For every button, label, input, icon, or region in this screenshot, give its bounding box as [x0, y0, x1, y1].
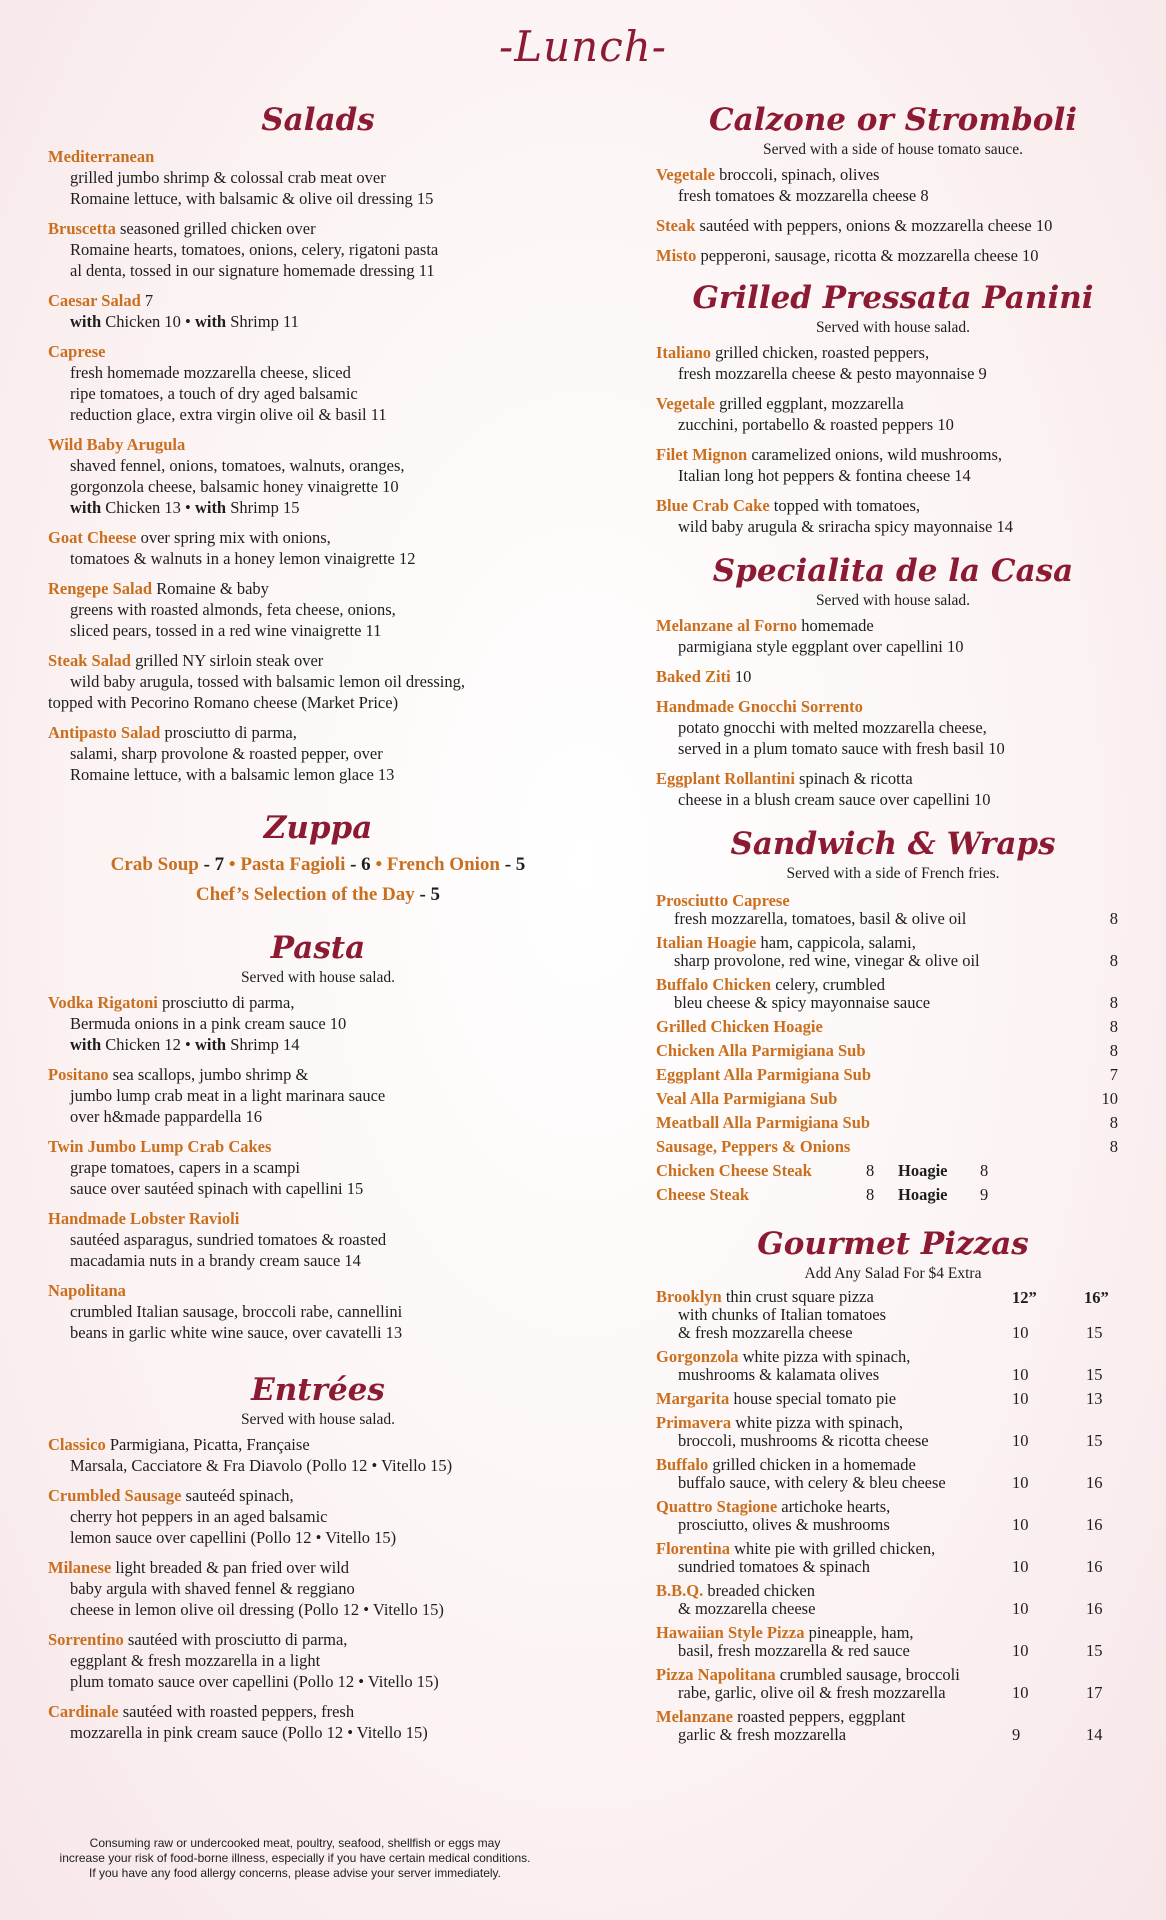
sandwich-price: 8	[1109, 951, 1118, 970]
steak-name: Cheese Steak	[656, 1185, 750, 1204]
item-inline-desc: light breaded & pan fried over wild	[111, 1558, 350, 1577]
zuppa-line-2	[48, 880, 588, 910]
item-desc-line: macadamia nuts in a brandy cream sauce 14	[70, 1251, 361, 1270]
pasta-subtitle: Served with house salad.	[240, 969, 396, 986]
pasta-list	[48, 992, 588, 1343]
zuppa-separator: •	[224, 854, 241, 875]
item-inline-desc: sautéed with roasted peppers, fresh	[118, 1702, 355, 1721]
item-inline-desc: sauteéd spinach,	[181, 1486, 294, 1505]
menu-item	[656, 696, 1130, 759]
hoagie-label: Hoagie	[898, 1161, 948, 1180]
sandwich-name: Italian Hoagie	[656, 933, 757, 952]
left-column	[48, 102, 588, 1752]
pizza-inline-desc: grilled chicken in a homemade	[708, 1455, 916, 1474]
pizza-name: B.B.Q.	[656, 1581, 704, 1600]
item-inline-desc: prosciutto di parma,	[160, 723, 297, 742]
sandwich-desc-line: fresh mozzarella, tomatoes, basil & olive oil	[674, 909, 967, 928]
item-name: Filet Mignon	[656, 445, 748, 464]
disclaimer-line: If you have any food allergy concerns, please advise your server immediately.	[89, 1866, 501, 1880]
item-inline-desc: over spring mix with onions,	[136, 528, 331, 547]
sandwich-row	[656, 1090, 1130, 1108]
sandwich-name: Buffalo Chicken	[656, 975, 772, 994]
calzone-heading: Calzone or Stromboli	[708, 102, 1078, 138]
pizza-inline-desc: white pizza with spinach,	[738, 1347, 911, 1366]
pizza-name: Buffalo	[656, 1455, 709, 1474]
pizza-inline-desc: white pie with grilled chicken,	[729, 1539, 936, 1558]
pizza-price-12: 10	[1012, 1641, 1029, 1660]
item-desc-line: ripe tomatoes, a touch of dry aged balsamic	[70, 384, 358, 403]
menu-item	[48, 1557, 588, 1620]
item-desc-line: fresh homemade mozzarella cheese, sliced	[70, 363, 351, 382]
page-title: -Lunch-	[499, 22, 667, 71]
zuppa-line-1	[48, 850, 588, 880]
addon-part: Chicken 12 •	[101, 1035, 195, 1054]
item-desc-line: cheese in lemon olive oil dressing (Pollo 12 • Vitello 15)	[70, 1600, 444, 1619]
item-desc-line: grilled jumbo shrimp & colossal crab meat over	[70, 168, 386, 187]
item-desc-line: jumbo lump crab meat in a light marinara sauce	[70, 1086, 386, 1105]
zuppa-heading: Zuppa	[263, 810, 373, 846]
pizza-price-16: 15	[1086, 1431, 1103, 1450]
menu-item	[48, 1208, 588, 1271]
pizza-price-16: 15	[1086, 1365, 1103, 1384]
item-name: Eggplant Rollantini	[656, 769, 795, 788]
item-name: Goat Cheese	[48, 528, 137, 547]
item-name: Rengepe Salad	[48, 579, 153, 598]
item-desc-line: Romaine lettuce, with balsamic & olive oil dressing 15	[70, 189, 434, 208]
calzone-subtitle: Served with a side of house tomato sauce.	[763, 141, 1023, 158]
pizza-inline-desc: roasted peppers, eggplant	[732, 1707, 906, 1726]
sandwich-row	[656, 1042, 1130, 1060]
pizza-price-12: 9	[1012, 1725, 1021, 1744]
sandwich-name: Eggplant Alla Parmigiana Sub	[656, 1065, 872, 1084]
pizza-name: Melanzane	[656, 1707, 733, 1726]
pizza-price-12: 10	[1012, 1365, 1029, 1384]
item-inline-desc: caramelized onions, wild mushrooms,	[747, 445, 1002, 464]
pizza-row	[656, 1666, 1130, 1702]
item-name: Baked Ziti	[656, 667, 731, 686]
item-addon	[48, 311, 588, 332]
pizza-price-16: 17	[1086, 1683, 1103, 1702]
pizza-price-12: 10	[1012, 1557, 1029, 1576]
pizza-desc-line: basil, fresh mozzarella & red sauce	[678, 1641, 910, 1660]
item-desc-line: potato gnocchi with melted mozzarella cheese,	[678, 718, 987, 737]
pizza-row	[656, 1288, 1130, 1342]
item-desc-line: mozzarella in pink cream sauce (Pollo 12 • Vitello 15)	[70, 1723, 428, 1742]
sandwich-desc-line: bleu cheese & spicy mayonnaise sauce	[674, 993, 931, 1012]
addon-part: Chicken 10 •	[101, 312, 195, 331]
pizza-inline-desc: crumbled sausage, broccoli	[775, 1665, 960, 1684]
item-desc-line: Marsala, Cacciatore & Fra Diavolo (Pollo 12 • Vitello 15)	[70, 1456, 453, 1475]
sandwich-row	[656, 1066, 1130, 1084]
menu-item	[656, 768, 1130, 810]
pizza-desc-line: & mozzarella cheese	[678, 1599, 816, 1618]
disclaimer-line: Consuming raw or undercooked meat, poultry, seafood, shellfish or eggs may	[89, 1836, 501, 1850]
sandwich-row	[656, 892, 1130, 928]
sandwich-subtitle: Served with a side of French fries.	[786, 865, 1000, 882]
zuppa-chef-selection: Chef’s Selection of the Day	[195, 884, 415, 905]
item-inline-desc: grilled NY sirloin steak over	[130, 651, 324, 670]
sandwich-price: 8	[1109, 1017, 1118, 1036]
item-desc-line: wild baby arugula, tossed with balsamic lemon oil dressing,	[70, 672, 466, 691]
pizza-row	[656, 1540, 1130, 1576]
sandwich-name: Sausage, Peppers & Onions	[656, 1137, 851, 1156]
entrees-heading: Entrées	[251, 1372, 385, 1408]
size-16-label: 16”	[1084, 1288, 1109, 1307]
item-inline-desc: seasoned grilled chicken over	[115, 219, 316, 238]
item-name: Steak	[656, 216, 696, 235]
item-inline-desc: broccoli, spinach, olives	[714, 165, 880, 184]
sandwich-price: 8	[1109, 909, 1118, 928]
item-desc-line: over h&made pappardella 16	[70, 1107, 262, 1126]
menu-item	[48, 722, 588, 785]
item-addon	[48, 497, 588, 518]
specialita-subtitle: Served with house salad.	[815, 592, 971, 609]
pizza-row	[656, 1498, 1130, 1534]
item-name: Antipasto Salad	[48, 723, 161, 742]
pizza-price-12: 10	[1012, 1389, 1029, 1408]
item-name: Handmade Gnocchi Sorrento	[656, 697, 863, 716]
sandwich-row	[656, 934, 1130, 970]
pizza-price-16: 16	[1086, 1515, 1103, 1534]
sandwich-desc-line: sharp provolone, red wine, vinegar & olive oil	[674, 951, 980, 970]
pizza-name: Hawaiian Style Pizza	[656, 1623, 805, 1642]
item-inline-desc: grilled chicken, roasted peppers,	[711, 343, 930, 362]
item-name: Crumbled Sausage	[48, 1486, 182, 1505]
sandwich-row	[656, 1018, 1130, 1036]
zuppa-name: Pasta Fagioli	[240, 854, 346, 875]
pizza-row	[656, 1708, 1130, 1744]
item-desc-line: salami, sharp provolone & roasted pepper, over	[70, 744, 383, 763]
item-inline-desc: spinach & ricotta	[794, 769, 913, 788]
item-inline-desc: 10	[730, 667, 752, 686]
item-name: Blue Crab Cake	[656, 496, 770, 515]
menu-item	[48, 434, 588, 518]
item-desc-line: Romaine hearts, tomatoes, onions, celery, rigatoni pasta	[70, 240, 439, 259]
item-name: Napolitana	[48, 1281, 126, 1300]
item-desc-line: shaved fennel, onions, tomatoes, walnuts, oranges,	[70, 456, 405, 475]
sandwich-list	[656, 892, 1130, 1204]
item-name: Milanese	[48, 1558, 112, 1577]
sandwich-row	[656, 976, 1130, 1012]
pizza-inline-desc: artichoke hearts,	[777, 1497, 891, 1516]
menu-item	[48, 146, 588, 209]
item-name: Vegetale	[656, 394, 715, 413]
pizza-name: Margarita	[656, 1389, 730, 1408]
item-name: Vegetale	[656, 165, 715, 184]
item-desc-line: parmigiana style eggplant over capellini 10	[678, 637, 964, 656]
disclaimer-line: increase your risk of food-borne illness, especially if you have certain medical conditions.	[59, 1851, 531, 1865]
pizza-price-16: 14	[1086, 1725, 1103, 1744]
pizza-desc-line: & fresh mozzarella cheese	[678, 1323, 853, 1342]
sandwich-name: Grilled Chicken Hoagie	[656, 1017, 823, 1036]
pizza-row	[656, 1624, 1130, 1660]
item-name: Wild Baby Arugula	[48, 435, 186, 454]
pizza-name: Gorgonzola	[656, 1347, 739, 1366]
menu-item	[48, 650, 588, 713]
item-desc-line: baby argula with shaved fennel & reggiano	[70, 1579, 355, 1598]
menu-item	[48, 1701, 588, 1743]
sandwich-inline-desc: celery, crumbled	[771, 975, 885, 994]
item-desc-line: wild baby arugula & sriracha spicy mayonnaise 14	[678, 517, 1013, 536]
item-inline-desc: homemade	[797, 616, 874, 635]
menu-item	[48, 341, 588, 425]
addon-part: with	[70, 498, 102, 517]
menu-item	[48, 1485, 588, 1548]
item-desc-line: cherry hot peppers in an aged balsamic	[70, 1507, 328, 1526]
item-desc-line: cheese in a blush cream sauce over capellini 10	[678, 790, 991, 809]
item-desc-line: sautéed asparagus, sundried tomatoes & roasted	[70, 1230, 387, 1249]
item-desc-line: crumbled Italian sausage, broccoli rabe, cannellini	[70, 1302, 403, 1321]
menu-item	[48, 1136, 588, 1199]
item-addon	[48, 1034, 588, 1055]
sandwich-heading: Sandwich & Wraps	[730, 826, 1056, 862]
addon-part: with	[70, 1035, 102, 1054]
zuppa-chef-price: - 5	[414, 884, 441, 905]
item-name: Sorrentino	[48, 1630, 124, 1649]
entrees-subtitle: Served with house salad.	[240, 1411, 396, 1428]
item-name: Misto	[656, 246, 697, 265]
menu-item	[48, 218, 588, 281]
item-inline-desc: grilled eggplant, mozzarella	[714, 394, 904, 413]
pizzas-subtitle: Add Any Salad For $4 Extra	[804, 1265, 982, 1282]
sandwich-steak-row	[656, 1162, 1130, 1180]
sandwich-price: 8	[1109, 1137, 1118, 1156]
sandwich-row	[656, 1114, 1130, 1132]
allergy-disclaimer	[30, 1836, 560, 1881]
item-inline-desc: Romaine & baby	[152, 579, 269, 598]
hoagie-label: Hoagie	[898, 1185, 948, 1204]
item-name: Melanzane al Forno	[656, 616, 798, 635]
pizza-list	[656, 1288, 1130, 1744]
menu-item	[48, 578, 588, 641]
pizza-name: Florentina	[656, 1539, 730, 1558]
sandwich-price: 10	[1101, 1089, 1118, 1108]
item-desc-line: reduction glace, extra virgin olive oil & basil 11	[70, 405, 387, 424]
menu-item	[656, 495, 1130, 537]
item-desc-line: greens with roasted almonds, feta cheese, onions,	[70, 600, 396, 619]
addon-part: Shrimp 15	[226, 498, 300, 517]
pizza-price-12: 10	[1012, 1473, 1029, 1492]
pizza-price-12: 10	[1012, 1599, 1029, 1618]
item-desc-line: Bermuda onions in a pink cream sauce 10	[70, 1014, 347, 1033]
item-inline-desc: topped with tomatoes,	[769, 496, 920, 515]
pizza-price-12: 10	[1012, 1683, 1029, 1702]
pizza-name: Primavera	[656, 1413, 732, 1432]
item-inline-desc: sautéed with peppers, onions & mozzarella cheese 10	[695, 216, 1053, 235]
item-desc-line: zucchini, portabello & roasted peppers 10	[678, 415, 954, 434]
pizza-price-16: 16	[1086, 1473, 1103, 1492]
sandwich-price: 8	[1109, 1113, 1118, 1132]
pizza-desc-line: broccoli, mushrooms & ricotta cheese	[678, 1431, 929, 1450]
item-name: Caesar Salad	[48, 291, 141, 310]
menu-item	[48, 992, 588, 1055]
addon-part: Shrimp 11	[226, 312, 299, 331]
pizza-row	[656, 1456, 1130, 1492]
sandwich-name: Meatball Alla Parmigiana Sub	[656, 1113, 871, 1132]
specialita-list	[656, 615, 1130, 810]
sandwich-price: 8	[1109, 993, 1118, 1012]
menu-item	[656, 666, 1130, 687]
pizza-desc-line: mushrooms & kalamata olives	[678, 1365, 880, 1384]
zuppa-price: - 5	[499, 854, 526, 875]
zuppa-price: - 7	[198, 854, 225, 875]
item-desc-line: beans in garlic white wine sauce, over cavatelli 13	[70, 1323, 403, 1342]
pizza-row	[656, 1414, 1130, 1450]
item-desc-line: lemon sauce over capellini (Pollo 12 • Vitello 15)	[70, 1528, 397, 1547]
item-desc-line: sauce over sautéed spinach with capellini 15	[70, 1179, 364, 1198]
menu-item	[48, 1280, 588, 1343]
item-desc-line: sliced pears, tossed in a red wine vinaigrette 11	[70, 621, 382, 640]
item-name: Classico	[48, 1435, 106, 1454]
item-desc-line: grape tomatoes, capers in a scampi	[70, 1158, 300, 1177]
item-inline-desc: 7	[140, 291, 154, 310]
addon-part: Shrimp 14	[226, 1035, 300, 1054]
menu-item	[48, 290, 588, 332]
item-desc-line: Romaine lettuce, with a balsamic lemon glace 13	[70, 765, 395, 784]
pizza-price-16: 16	[1086, 1599, 1103, 1618]
item-inline-desc: sautéed with prosciutto di parma,	[123, 1630, 348, 1649]
zuppa-separator: •	[370, 854, 387, 875]
item-name: Steak Salad	[48, 651, 131, 670]
item-name: Caprese	[48, 342, 106, 361]
menu-item	[656, 164, 1130, 206]
steak-name: Chicken Cheese Steak	[656, 1161, 812, 1180]
menu-item	[48, 527, 588, 569]
item-inline-desc: Parmigiana, Picatta, Française	[105, 1435, 310, 1454]
item-desc-line: served in a plum tomato sauce with fresh basil 10	[678, 739, 1005, 758]
item-desc-line: tomatoes & walnuts in a honey lemon vinaigrette 12	[70, 549, 416, 568]
zuppa-name: French Onion	[386, 854, 500, 875]
pizza-inline-desc: thin crust square pizza	[721, 1287, 874, 1306]
pasta-heading: Pasta	[270, 930, 366, 966]
item-name: Mediterranean	[48, 147, 155, 166]
pizzas-heading: Gourmet Pizzas	[757, 1226, 1029, 1262]
pizza-row	[656, 1390, 1130, 1408]
item-desc-line: Italian long hot peppers & fontina cheese 14	[678, 466, 971, 485]
sandwich-name: Veal Alla Parmigiana Sub	[656, 1089, 838, 1108]
specialita-heading: Specialita de la Casa	[712, 553, 1074, 589]
pizza-desc-line: with chunks of Italian tomatoes	[678, 1305, 887, 1324]
pizza-row	[656, 1582, 1130, 1618]
zuppa-price: - 6	[345, 854, 371, 875]
sandwich-name: Prosciutto Caprese	[656, 891, 790, 910]
pizza-desc-line: sundried tomatoes & spinach	[678, 1557, 871, 1576]
menu-item	[656, 393, 1130, 435]
item-name: Handmade Lobster Ravioli	[48, 1209, 240, 1228]
menu-item	[48, 1064, 588, 1127]
pizza-price-12: 10	[1012, 1323, 1029, 1342]
steak-price: 8	[866, 1161, 875, 1180]
sandwich-price: 8	[1109, 1041, 1118, 1060]
addon-part: with	[194, 312, 227, 331]
addon-part: with	[194, 1035, 227, 1054]
pizza-inline-desc: breaded chicken	[703, 1581, 816, 1600]
sandwich-steak-row	[656, 1186, 1130, 1204]
pizza-name: Pizza Napolitana	[656, 1665, 776, 1684]
item-desc-line: topped with Pecorino Romano cheese (Market Price)	[48, 693, 399, 712]
menu-item	[656, 342, 1130, 384]
pizza-desc-line: prosciutto, olives & mushrooms	[678, 1515, 890, 1534]
pizza-desc-line: rabe, garlic, olive oil & fresh mozzarella	[678, 1683, 946, 1702]
menu-item	[48, 1434, 588, 1476]
salads-list	[48, 146, 588, 785]
item-name: Bruscetta	[48, 219, 116, 238]
menu-item	[656, 215, 1130, 236]
pizza-price-12: 10	[1012, 1431, 1029, 1450]
salads-heading: Salads	[261, 102, 375, 138]
item-desc-line: al denta, tossed in our signature homemade dressing 11	[70, 261, 435, 280]
hoagie-price: 9	[980, 1185, 989, 1204]
pizza-inline-desc: pineapple, ham,	[804, 1623, 914, 1642]
item-inline-desc: sea scallops, jumbo shrimp &	[108, 1065, 309, 1084]
item-name: Cardinale	[48, 1702, 119, 1721]
pizza-name: Brooklyn	[656, 1287, 722, 1306]
menu-item	[48, 1629, 588, 1692]
item-desc-line: plum tomato sauce over capellini (Pollo 12 • Vitello 15)	[70, 1672, 439, 1691]
item-desc-line: fresh mozzarella cheese & pesto mayonnaise 9	[678, 364, 987, 383]
calzone-list	[656, 164, 1130, 266]
right-column	[656, 102, 1130, 1750]
sandwich-inline-desc: ham, cappicola, salami,	[756, 933, 916, 952]
menu-item	[656, 615, 1130, 657]
item-inline-desc: pepperoni, sausage, ricotta & mozzarella cheese 10	[696, 246, 1039, 265]
addon-part: with	[70, 312, 102, 331]
menu-item	[656, 245, 1130, 266]
item-name: Twin Jumbo Lump Crab Cakes	[48, 1137, 272, 1156]
panini-heading: Grilled Pressata Panini	[692, 280, 1094, 316]
size-12-label: 12”	[1012, 1288, 1037, 1307]
menu-item	[656, 444, 1130, 486]
pizza-name: Quattro Stagione	[656, 1497, 778, 1516]
addon-part: Chicken 13 •	[101, 498, 195, 517]
zuppa-name: Crab Soup	[110, 854, 199, 875]
sandwich-price: 7	[1109, 1065, 1118, 1084]
item-desc-line: eggplant & fresh mozzarella in a light	[70, 1651, 321, 1670]
pizza-price-16: 15	[1086, 1323, 1103, 1342]
pizza-price-12: 10	[1012, 1515, 1029, 1534]
sandwich-name: Chicken Alla Parmigiana Sub	[656, 1041, 866, 1060]
pizza-desc-line: garlic & fresh mozzarella	[678, 1725, 847, 1744]
pizza-desc-line: buffalo sauce, with celery & bleu cheese	[678, 1473, 946, 1492]
pizza-price-16: 13	[1086, 1389, 1103, 1408]
item-inline-desc: prosciutto di parma,	[157, 993, 295, 1012]
item-name: Vodka Rigatoni	[48, 993, 158, 1012]
item-name: Positano	[48, 1065, 109, 1084]
panini-list	[656, 342, 1130, 537]
pizza-price-16: 16	[1086, 1557, 1103, 1576]
item-name: Italiano	[656, 343, 712, 362]
pizza-price-16: 15	[1086, 1641, 1103, 1660]
hoagie-price: 8	[980, 1161, 989, 1180]
pizza-inline-desc: white pizza with spinach,	[731, 1413, 903, 1432]
entrees-list	[48, 1434, 588, 1743]
panini-subtitle: Served with house salad.	[815, 319, 971, 336]
steak-price: 8	[866, 1185, 875, 1204]
pizza-inline-desc: house special tomato pie	[729, 1389, 897, 1408]
addon-part: with	[194, 498, 227, 517]
item-desc-line: gorgonzola cheese, balsamic honey vinaigrette 10	[70, 477, 399, 496]
pizza-row	[656, 1348, 1130, 1384]
sandwich-row	[656, 1138, 1130, 1156]
item-desc-line: fresh tomatoes & mozzarella cheese 8	[678, 186, 929, 205]
